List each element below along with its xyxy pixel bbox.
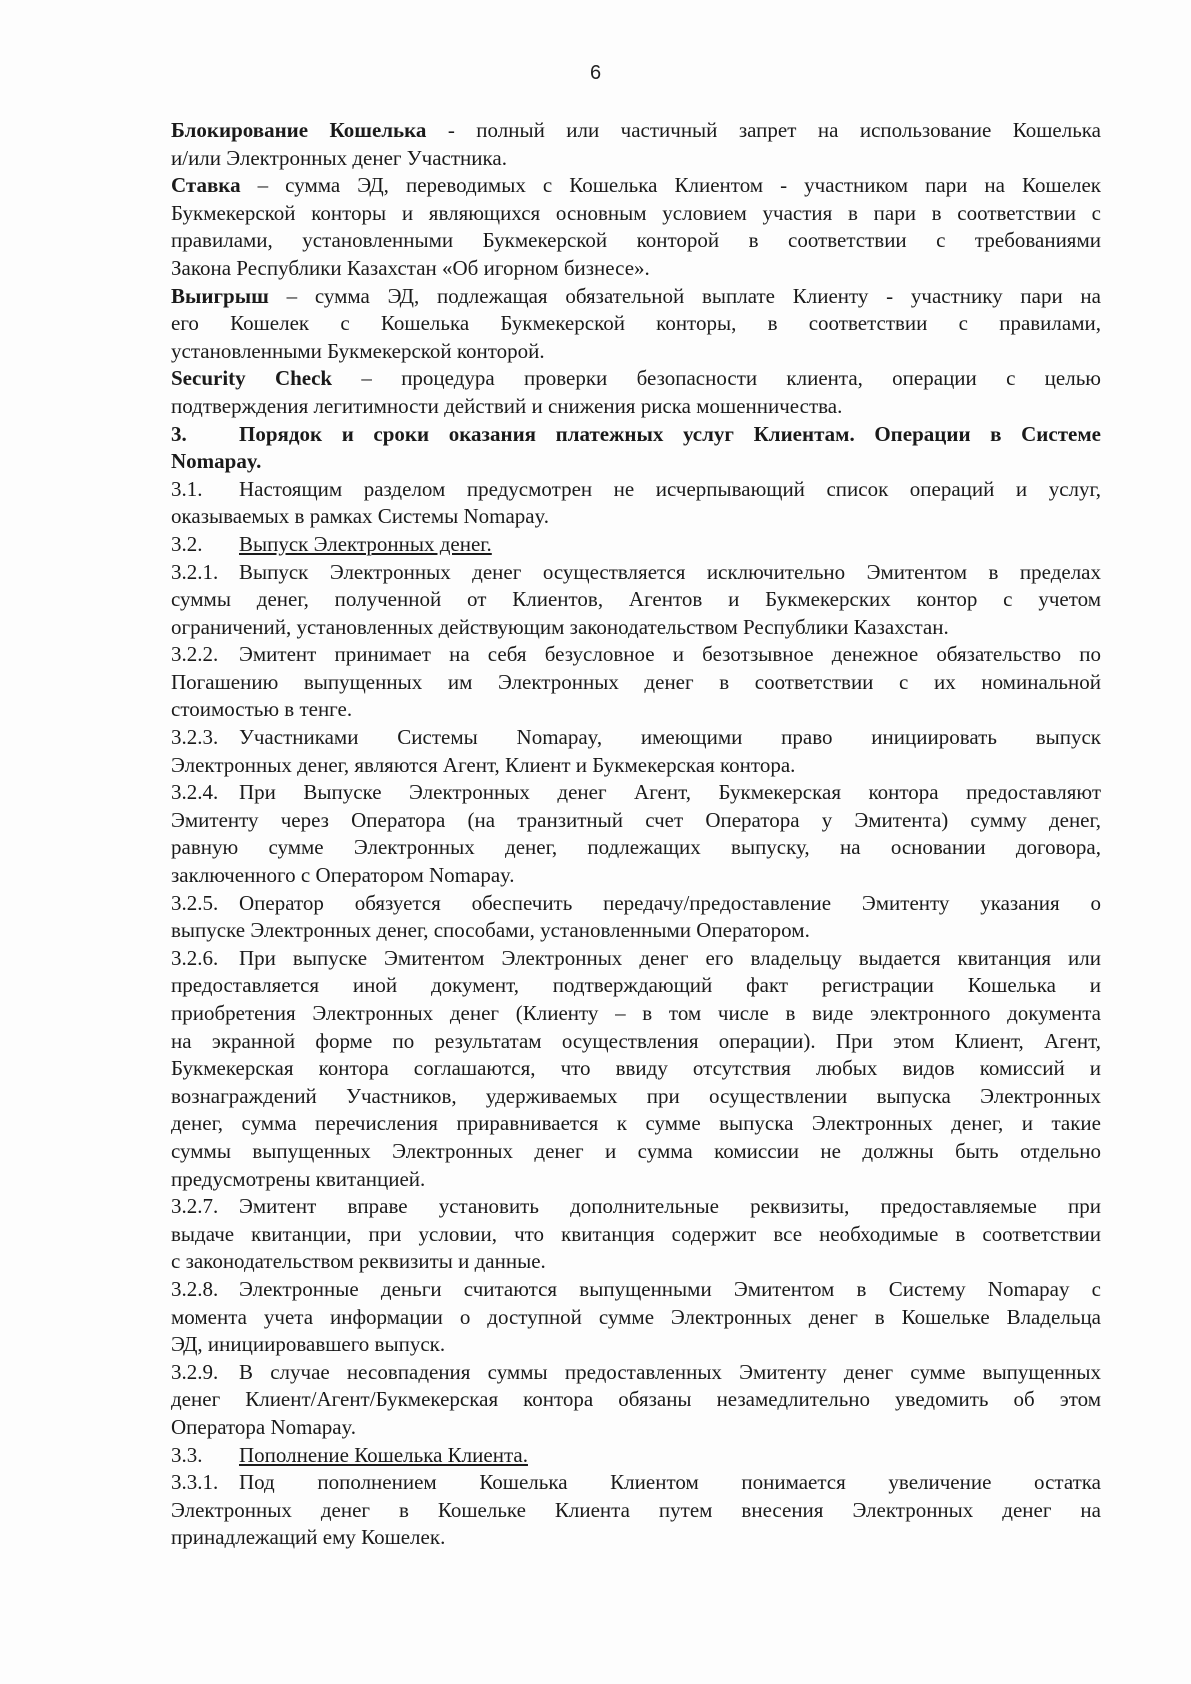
clause-3-2	[171, 531, 1101, 559]
text-line	[171, 200, 1101, 228]
clause-3-2-2	[171, 641, 1101, 724]
text-line	[171, 1304, 1101, 1332]
text-line	[171, 1442, 1101, 1470]
line-text: Электронные деньги считаются выпущенными Эмитентом в Систему Nomapay с	[239, 1276, 1101, 1301]
text-line	[171, 172, 1101, 200]
clause-number: 3.2.3.	[171, 725, 219, 750]
definition	[171, 365, 1101, 420]
text-line	[171, 1083, 1101, 1111]
text-line	[171, 283, 1101, 311]
clause-3-3-1	[171, 1469, 1101, 1552]
text-line	[171, 1386, 1101, 1414]
line-text: Эмитент вправе установить дополнительные реквизиты, предоставляемые при	[239, 1194, 1101, 1219]
text-line	[171, 1248, 1101, 1276]
text-line	[171, 1055, 1101, 1083]
text-line	[171, 586, 1101, 614]
line-text: предусмотрены квитанцией.	[171, 1166, 426, 1191]
line-text: стоимостью в тенге.	[171, 697, 353, 722]
clause-number: 3.2.2.	[171, 642, 219, 667]
text-line	[171, 393, 1101, 421]
line-text: предоставляется иной документ, подтверждающий факт регистрации Кошелька и	[171, 973, 1101, 998]
text-line	[171, 1110, 1101, 1138]
line-text: ЭД, инициировавшего выпуск.	[171, 1332, 446, 1357]
text-line	[171, 255, 1101, 283]
text-line	[171, 503, 1101, 531]
clause-number: 3.2.4.	[171, 780, 219, 805]
clause-number: 3.2.7.	[171, 1194, 219, 1219]
clause-3-3	[171, 1442, 1101, 1470]
text-line	[171, 145, 1101, 173]
definition	[171, 172, 1101, 282]
text-line	[171, 1359, 1101, 1387]
line-text: оказываемых в рамках Системы Nomapay.	[171, 504, 550, 529]
line-text: приобретения Электронных денег (Клиенту – в том числе в виде электронного документа	[171, 1001, 1101, 1025]
text-line	[171, 669, 1101, 697]
line-text: заключенного с Оператором Nomapay.	[171, 863, 515, 888]
line-text: – сумма ЭД, переводимых с Кошелька Клиентом - участником пари на Кошелек	[240, 173, 1101, 198]
text-line	[171, 641, 1101, 669]
text-line	[171, 1000, 1101, 1028]
text-line	[171, 945, 1101, 973]
line-text: Эмитент принимает на себя безусловное и безотзывное денежное обязательство по	[239, 642, 1101, 667]
text-line	[171, 1414, 1101, 1442]
line-text: на экранной форме по результатам осуществления операции). При этом Клиент, Агент,	[171, 1028, 1101, 1053]
text-line	[171, 614, 1101, 642]
text-line	[171, 1497, 1101, 1525]
clause-number: 3.2.6.	[171, 945, 219, 970]
line-text: принадлежащий ему Кошелек.	[171, 1525, 446, 1550]
section-title: Выпуск Электронных денег.	[239, 531, 492, 556]
line-text: Закона Республики Казахстан «Об игорном бизнесе».	[171, 255, 650, 280]
line-text: суммы денег, полученной от Клиентов, Агентов и Букмекерских контор с учетом	[171, 587, 1101, 612]
definition	[171, 283, 1101, 366]
line-text: Оператора Nomapay.	[171, 1414, 357, 1439]
line-text: ограничений, установленных действующим законодательством Республики Казахстан.	[171, 614, 949, 639]
clause-3-2-1	[171, 559, 1101, 642]
text-line	[171, 448, 1101, 476]
clause-3-2-5	[171, 890, 1101, 945]
text-line	[171, 338, 1101, 366]
line-text: его Кошелек с Кошелька Букмекерской конторы, в соответствии с правилами,	[171, 311, 1101, 336]
text-line	[171, 752, 1101, 780]
clause-number: 3.2.8.	[171, 1276, 219, 1301]
line-text: установленными Букмекерской конторой.	[171, 338, 545, 363]
line-text: Настоящим разделом предусмотрен не исчерпывающий список операций и услуг,	[239, 476, 1101, 501]
line-text: момента учета информации о доступной сумме Электронных денег в Кошельке Владельца	[171, 1304, 1101, 1329]
text-line	[171, 724, 1101, 752]
line-text: Электронных денег, являются Агент, Клиент и Букмекерская контора.	[171, 752, 796, 777]
line-text: правилами, установленными Букмекерской конторой в соответствии с требованиями	[171, 228, 1101, 253]
line-text: Участниками Системы Nomapay, имеющими право инициировать выпуск	[239, 725, 1101, 750]
clause-3-2-3	[171, 724, 1101, 779]
clause-3-2-6	[171, 945, 1101, 1193]
clause-3-2-9	[171, 1359, 1101, 1442]
line-text: вознаграждений Участников, удерживаемых при осуществлении выпуска Электронных	[171, 1083, 1101, 1108]
text-line	[171, 1221, 1101, 1249]
text-line	[171, 531, 1101, 559]
section-heading: Nomapay.	[171, 449, 262, 474]
defined-term: Security Check	[171, 366, 333, 391]
line-text: с законодательством реквизиты и данные.	[171, 1249, 546, 1274]
clause-3-1	[171, 476, 1101, 531]
line-text: При Выпуске Электронных денег Агент, Букмекерская контора предоставляют	[239, 780, 1101, 805]
text-line	[171, 365, 1101, 393]
text-line	[171, 807, 1101, 835]
text-line	[171, 917, 1101, 945]
text-line	[171, 834, 1101, 862]
line-text: равную сумме Электронных денег, подлежащих выпуску, на основании договора,	[171, 835, 1101, 860]
clause-number: 3.3.1.	[171, 1470, 219, 1495]
clause-number: 3.2.5.	[171, 890, 219, 915]
defined-term: Ставка	[171, 173, 241, 198]
clause-3-2-8	[171, 1276, 1101, 1359]
text-line	[171, 1276, 1101, 1304]
clause-3-2-7	[171, 1193, 1101, 1276]
text-line	[171, 890, 1101, 918]
text-line	[171, 696, 1101, 724]
text-line	[171, 1331, 1101, 1359]
text-line	[171, 421, 1101, 449]
text-line	[171, 476, 1101, 504]
clause-number: 3.3.	[171, 1442, 203, 1467]
clause-number: 3.1.	[171, 476, 203, 501]
text-line	[171, 779, 1101, 807]
text-line	[171, 862, 1101, 890]
section-title: Пополнение Кошелька Клиента.	[239, 1442, 528, 1467]
defined-term: Блокирование Кошелька	[171, 118, 427, 142]
section-heading: Порядок и сроки оказания платежных услуг Клиентам. Операции в Системе	[239, 421, 1101, 446]
clause-number: 3.2.	[171, 531, 203, 556]
line-text: Электронных денег в Кошельке Клиента путем внесения Электронных денег на	[171, 1497, 1101, 1522]
line-text: Погашению выпущенных им Электронных денег в соответствии с их номинальной	[171, 669, 1101, 694]
line-text: Букмекерской конторы и являющихся основным условием участия в пари в соответствии с	[171, 200, 1101, 225]
page-number: 6	[589, 62, 602, 84]
clause-3	[171, 421, 1101, 476]
line-text: денег, сумма перечисления приравнивается к сумме выпуска Электронных денег, и такие	[171, 1111, 1101, 1136]
text-line	[171, 1138, 1101, 1166]
text-line	[171, 559, 1101, 587]
clause-3-2-4	[171, 779, 1101, 889]
line-text: В случае несовпадения суммы предоставленных Эмитенту денег сумме выпущенных	[239, 1359, 1101, 1384]
line-text: – сумма ЭД, подлежащая обязательной выплате Клиенту - участнику пари на	[268, 283, 1101, 308]
text-line	[171, 310, 1101, 338]
text-line	[171, 1028, 1101, 1056]
clause-number: 3.2.1.	[171, 559, 219, 584]
text-line	[171, 1166, 1101, 1194]
line-text: Под пополнением Кошелька Клиентом понимается увеличение остатка	[239, 1470, 1101, 1495]
text-line	[171, 1193, 1101, 1221]
clause-number: 3.2.9.	[171, 1359, 219, 1384]
line-text: При выпуске Эмитентом Электронных денег его владельцу выдается квитанция или	[239, 945, 1101, 970]
line-text: Выпуск Электронных денег осуществляется исключительно Эмитентом в пределах	[239, 559, 1101, 584]
line-text: - полный или частичный запрет на использование Кошелька	[426, 118, 1101, 142]
line-text: – процедура проверки безопасности клиента, операции с целью	[332, 366, 1101, 391]
line-text: выдаче квитанции, при условии, что квитанция содержит все необходимые в соответствии	[171, 1221, 1101, 1246]
text-line	[171, 227, 1101, 255]
defined-term: Выигрыш	[171, 283, 269, 308]
line-text: и/или Электронных денег Участника.	[171, 145, 507, 170]
line-text: подтверждения легитимности действий и снижения риска мошенничества.	[171, 393, 843, 418]
text-line	[171, 117, 1101, 145]
line-text: Эмитенту через Оператора (на транзитный счет Оператора у Эмитента) сумму денег,	[171, 807, 1101, 832]
line-text: суммы выпущенных Электронных денег и сумма комиссии не должны быть отдельно	[171, 1138, 1101, 1163]
text-line	[171, 1469, 1101, 1497]
line-text: денег Клиент/Агент/Букмекерская контора обязаны незамедлительно уведомить об этом	[171, 1387, 1101, 1412]
line-text: Букмекерская контора соглашаются, что ввиду отсутствия любых видов комиссий и	[171, 1056, 1101, 1081]
text-line	[171, 972, 1101, 1000]
document-body	[171, 117, 1101, 1552]
line-text: Оператор обязуется обеспечить передачу/предоставление Эмитенту указания о	[239, 890, 1101, 915]
clause-number: 3.	[171, 421, 187, 446]
text-line	[171, 1524, 1101, 1552]
definition	[171, 117, 1101, 172]
line-text: выпуске Электронных денег, способами, установленными Оператором.	[171, 918, 810, 943]
